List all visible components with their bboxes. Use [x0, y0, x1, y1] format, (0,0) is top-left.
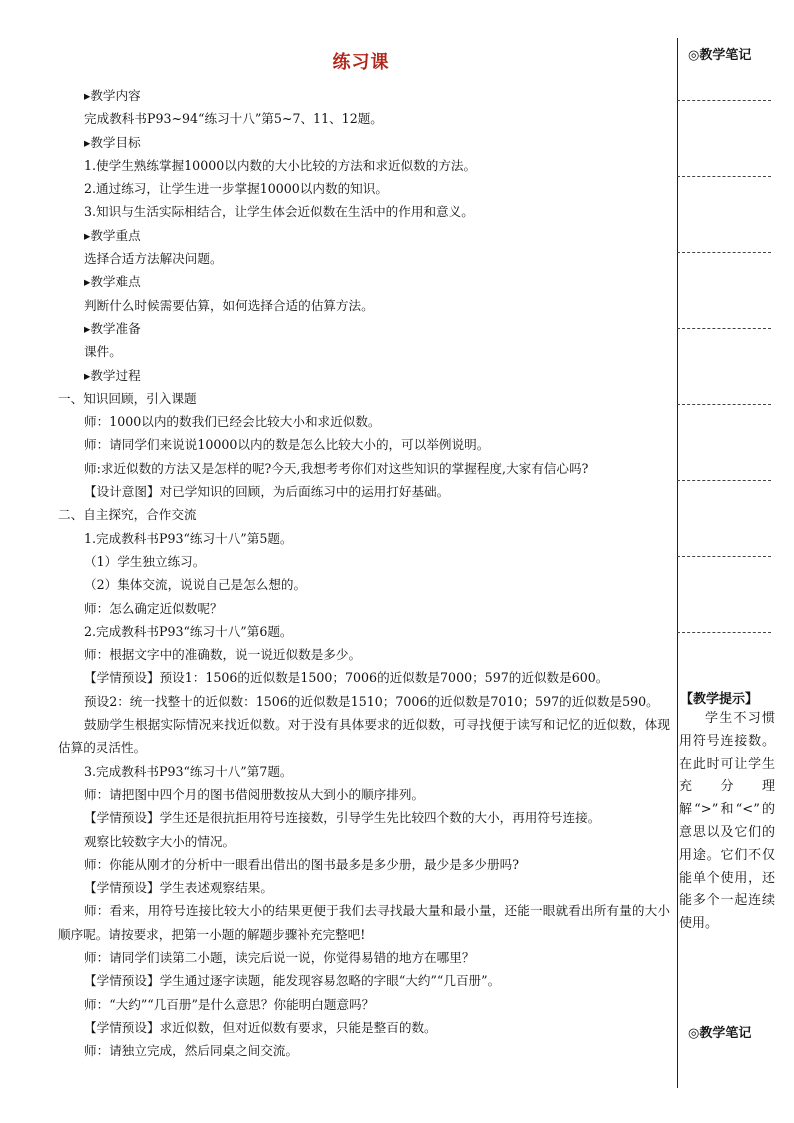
section-heading: ▸教学准备 [84, 320, 141, 336]
body-line: 师：1000以内的数我们已经会比较大小和求近似数。 [84, 414, 381, 430]
body-line: 3.完成教科书P93“练习十八”第7题。 [84, 763, 293, 779]
body-line: 师:求近似数的方法又是怎样的呢?今天,我想考考你们对这些知识的掌握程度,大家有信心吗? [84, 460, 589, 476]
teaching-tip-title: 【教学提示】 [680, 692, 759, 707]
section-heading: ▸教学重点 [84, 227, 141, 243]
section-heading: ▸教学难点 [84, 274, 141, 290]
body-line: 师：请把图中四个月的图书借阅册数按从大到小的顺序排列。 [84, 786, 425, 802]
body-line: 1.使学生熟练掌握10000以内数的大小比较的方法和求近似数的方法。 [84, 157, 477, 173]
section-heading: ▸教学目标 [84, 134, 141, 150]
teaching-tip-body: 学生不习惯用符号连接数。在此时可让学生充分理解“>”和“<”的意思以及它们的用途。它们不仅能单个使用，还能多个一起连续使用。 [679, 711, 775, 932]
body-line: 3.知识与生活实际相结合，让学生体会近似数在生活中的作用和意义。 [84, 204, 474, 220]
body-line: 师：请独立完成，然后同桌之间交流。 [84, 1043, 299, 1059]
body-line: 师：请同学们来说说10000以内的数是怎么比较大小的，可以举例说明。 [84, 437, 490, 453]
notes-dash-line [677, 404, 771, 405]
notes-dash-line [677, 556, 771, 557]
body-line: 2.完成教科书P93“练习十八”第6题。 [84, 623, 293, 639]
body-line: 观察比较数字大小的情况。 [84, 833, 236, 849]
notes-dash-line [677, 480, 771, 481]
body-line: 选择合适方法解决问题。 [84, 251, 223, 267]
body-line: 课件。 [84, 344, 122, 360]
margin-divider [677, 38, 678, 1088]
body-line: 【学情预设】学生通过逐字读题，能发现容易忽略的字眼“大约”“几百册”。 [84, 973, 501, 989]
body-line: 【学情预设】求近似数，但对近似数有要求，只能是整百的数。 [84, 1019, 437, 1035]
part-heading: 一、知识回顾，引入课题 [58, 390, 197, 406]
body-line: 师：请同学们读第二小题，读完后说一说，你觉得易错的地方在哪里？ [84, 949, 475, 965]
notes-dash-line [677, 632, 771, 633]
body-line: 【学情预设】预设1：1506的近似数是1500；7006的近似数是7000；597的近似数是600。 [84, 670, 609, 686]
body-line: 师：怎么确定近似数呢？ [84, 600, 223, 616]
notes-dash-line [677, 252, 771, 253]
body-line: 师：根据文字中的准确数，说一说近似数是多少。 [84, 647, 362, 663]
body-line: （1）学生独立练习。 [84, 553, 206, 569]
body-line: 1.完成教科书P93“练习十八”第5题。 [84, 530, 293, 546]
section-heading: ▸教学内容 [84, 88, 141, 103]
notes-dash-line [677, 100, 771, 101]
page-title: 练习课 [332, 52, 390, 73]
body-line: 师：看来，用符号连接比较大小的结果更便于我们去寻找最大量和最小量，还能一眼就看出所有量的大小顺序呢。请按要求，把第一小题的解题步骤补充完整吧! [58, 903, 670, 942]
teaching-notes-label: ◎教学笔记 [688, 48, 752, 63]
body-line: 【学情预设】学生表述观察结果。 [84, 880, 273, 896]
notes-dash-line [677, 176, 771, 177]
body-line: 判断什么时候需要估算，如何选择合适的估算方法。 [84, 297, 374, 313]
body-line: 【学情预设】学生还是很抗拒用符号连接数，引导学生先比较四个数的大小，再用符号连接。 [84, 810, 601, 826]
body-line: （2）集体交流，说说自己是怎么想的。 [84, 577, 307, 593]
body-line: 师：“大约”“几百册”是什么意思？你能明白题意吗？ [84, 996, 375, 1012]
body-line: 鼓励学生根据实际情况来找近似数。对于没有具体要求的近似数，可寻找便于读写和记忆的近似数，体现估算的灵活性。 [58, 717, 670, 756]
body-line: 预设2：统一找整十的近似数：1506的近似数是1510；7006的近似数是7010；597的近似数是590。 [84, 693, 659, 709]
section-heading: ▸教学过程 [84, 367, 141, 383]
notes-dash-line [677, 328, 771, 329]
body-line: 师：你能从刚才的分析中一眼看出借出的图书最多是多少册，最少是多少册吗? [84, 856, 519, 872]
body-line: 2.通过练习，让学生进一步掌握10000以内数的知识。 [84, 181, 388, 197]
body-line: 完成教科书P93~94“练习十八”第5~7、11、12题。 [84, 111, 383, 127]
lesson-body [58, 84, 670, 1062]
teaching-notes-label: ◎教学笔记 [688, 1026, 752, 1041]
part-heading: 二、自主探究，合作交流 [58, 507, 197, 523]
design-intent: 【设计意图】对已学知识的回顾，为后面练习中的运用打好基础。 [84, 484, 450, 500]
